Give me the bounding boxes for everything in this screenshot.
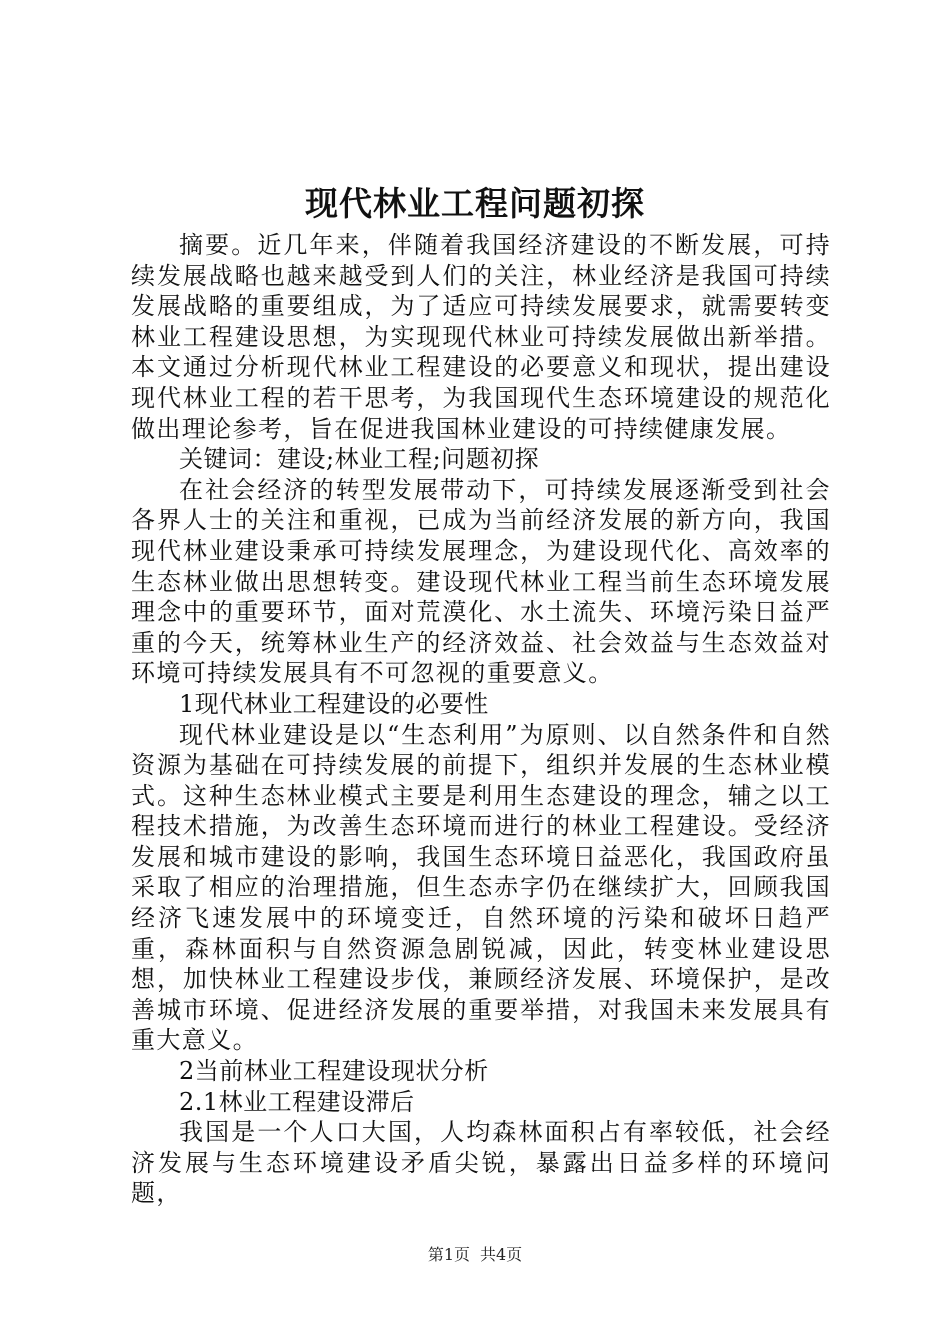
keywords-line: 关键词：建设;林业工程;问题初探 xyxy=(179,445,540,474)
section-1-paragraph: 现代林业建设是以“生态利用”为原则、以自然条件和自然资源为基础在可持续发展的前提下，组织并发展的生态林业模式。这种生态林业模式主要是利用生态建设的理念，辅之以工程技术措施，为改善生态环境而进行的林业工程建设。受经济发展和城市建设的影响，我国生态环境日益恶化，我国政府虽采取了相应的治理措施，但生态赤字仍在继续扩大，回顾我国经济飞速发展中的环境变迁，自然环境的污染和破坏日趋严重，森林面积与自然资源急剧锐减，因此，转变林业建设思想，加快林业工程建设步伐，兼顾经济发展、环境保护，是改善城市环境、促进经济发展的重要举措，对我国未来发展具有重大意义。 xyxy=(131,720,831,1055)
section-2-heading: 2当前林业工程建设现状分析 xyxy=(179,1057,489,1086)
page-total: 共4页 xyxy=(480,1245,523,1264)
intro-paragraph: 在社会经济的转型发展带动下，可持续发展逐渐受到社会各界人士的关注和重视，已成为当前经济发展的新方向，我国现代林业建设秉承可持续发展理念，为建设现代化、高效率的生态林业做出思想转变。建设现代林业工程当前生态环境发展理念中的重要环节，面对荒漠化、水土流失、环境污染日益严重的今天，统筹林业生产的经济效益、社会效益与生态效益对环境可持续发展具有不可忽视的重要意义。 xyxy=(131,475,831,688)
section-1-heading: 1现代林业工程建设的必要性 xyxy=(179,689,489,718)
document-body xyxy=(131,230,831,1209)
section-2-1-heading: 2.1林业工程建设滞后 xyxy=(179,1087,415,1116)
page-footer xyxy=(0,1245,950,1265)
abstract-paragraph: 摘要。近几年来，伴随着我国经济建设的不断发展，可持续发展战略也越来越受到人们的关注，林业经济是我国可持续发展战略的重要组成，为了适应可持续发展要求，就需要转变林业工程建设思想，为实现现代林业可持续发展做出新举措。本文通过分析现代林业工程建设的必要意义和现状，提出建设现代林业工程的若干思考，为我国现代生态环境建设的规范化做出理论参考，旨在促进我国林业建设的可持续健康发展。 xyxy=(131,231,831,443)
page-number: 第1页 xyxy=(427,1245,470,1264)
section-2-1-paragraph: 我国是一个人口大国，人均森林面积占有率较低，社会经济发展与生态环境建设矛盾尖锐，暴露出日益多样的环境问题， xyxy=(131,1118,831,1208)
page-title: 现代林业工程问题初探 xyxy=(305,184,645,223)
